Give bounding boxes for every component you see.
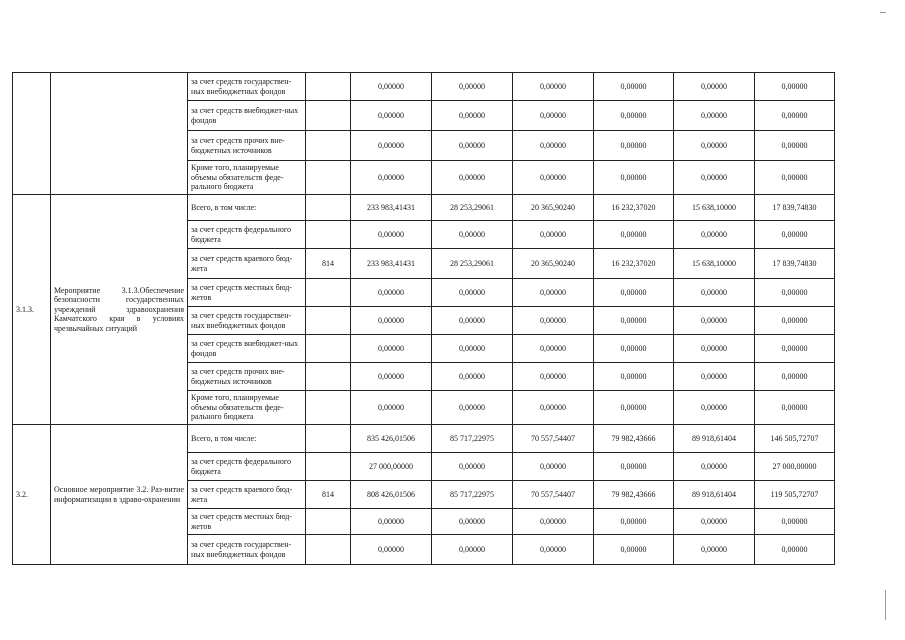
item-number-cell [13,73,51,195]
amount-cell: 0,00000 [351,391,432,425]
amount-cell: 0,00000 [755,535,835,565]
amount-cell: 0,00000 [513,509,594,535]
amount-cell: 0,00000 [513,131,594,161]
amount-cell: 0,00000 [674,363,755,391]
amount-cell: 0,00000 [351,161,432,195]
table-row [13,425,835,453]
amount-cell: 233 983,41431 [351,249,432,279]
amount-cell: 0,00000 [755,391,835,425]
funding-source-cell: Всего, в том числе: [188,425,306,453]
activity-name-cell: Мероприятие 3.1.3.Обеспечение безопасности государственных учреждений здравоохранения Камчатского края в условиях чрезвычайных ситуаций [51,195,188,425]
budget-code-cell [306,279,351,307]
budget-table [12,72,835,565]
amount-cell: 16 232,37020 [594,195,674,221]
amount-cell: 0,00000 [432,535,513,565]
amount-cell: 0,00000 [674,307,755,335]
amount-cell: 0,00000 [755,73,835,101]
funding-source-cell: Всего, в том числе: [188,195,306,221]
amount-cell: 0,00000 [674,131,755,161]
table-row [13,73,835,101]
amount-cell: 0,00000 [351,73,432,101]
funding-source-cell: за счет средств местных бюд-жетов [188,279,306,307]
amount-cell: 0,00000 [432,221,513,249]
funding-source-cell: за счет средств прочих вне-бюджетных источников [188,131,306,161]
amount-cell: 27 000,00000 [351,453,432,481]
amount-cell: 0,00000 [432,307,513,335]
amount-cell: 79 982,43666 [594,481,674,509]
amount-cell: 70 557,54407 [513,425,594,453]
amount-cell: 0,00000 [351,307,432,335]
amount-cell: 0,00000 [755,101,835,131]
amount-cell: 0,00000 [432,101,513,131]
amount-cell: 0,00000 [432,453,513,481]
funding-source-cell: Кроме того, планируемые объемы обязательств феде-рального бюджета [188,391,306,425]
amount-cell: 0,00000 [674,535,755,565]
amount-cell: 28 253,29061 [432,195,513,221]
amount-cell: 0,00000 [594,131,674,161]
funding-source-cell: за счет средств краевого бюд-жета [188,481,306,509]
amount-cell: 0,00000 [674,453,755,481]
amount-cell: 0,00000 [755,279,835,307]
amount-cell: 0,00000 [594,363,674,391]
scan-corner-mark [880,12,886,13]
item-number-cell: 3.2. [13,425,51,565]
budget-code-cell [306,161,351,195]
activity-name-cell [51,73,188,195]
amount-cell: 0,00000 [755,307,835,335]
budget-code-cell [306,535,351,565]
funding-source-cell: за счет средств федерального бюджета [188,453,306,481]
amount-cell: 119 505,72707 [755,481,835,509]
budget-code-cell: 814 [306,249,351,279]
funding-source-cell: за счет средств государствен-ных внебюджетных фондов [188,535,306,565]
amount-cell: 0,00000 [674,509,755,535]
amount-cell: 0,00000 [351,279,432,307]
amount-cell: 0,00000 [432,509,513,535]
budget-code-cell [306,195,351,221]
budget-code-cell [306,131,351,161]
amount-cell: 17 839,74830 [755,195,835,221]
scan-margin-mark [885,590,886,620]
amount-cell: 0,00000 [594,221,674,249]
amount-cell: 20 365,90240 [513,195,594,221]
funding-source-cell: за счет средств внебюджет-ных фондов [188,335,306,363]
amount-cell: 89 918,61404 [674,425,755,453]
amount-cell: 0,00000 [594,279,674,307]
budget-code-cell [306,363,351,391]
amount-cell: 0,00000 [594,307,674,335]
amount-cell: 85 717,22975 [432,425,513,453]
amount-cell: 0,00000 [674,391,755,425]
amount-cell: 0,00000 [432,335,513,363]
funding-source-cell: за счет средств внебюджет-ных фондов [188,101,306,131]
amount-cell: 0,00000 [513,307,594,335]
amount-cell: 0,00000 [674,161,755,195]
funding-source-cell: за счет средств государствен-ных внебюджетных фондов [188,73,306,101]
amount-cell: 0,00000 [513,363,594,391]
budget-code-cell: 814 [306,481,351,509]
amount-cell: 0,00000 [594,335,674,363]
amount-cell: 28 253,29061 [432,249,513,279]
amount-cell: 89 918,61404 [674,481,755,509]
item-number-cell: 3.1.3. [13,195,51,425]
amount-cell: 0,00000 [351,535,432,565]
budget-code-cell [306,73,351,101]
funding-source-cell: за счет средств государствен-ных внебюджетных фондов [188,307,306,335]
amount-cell: 85 717,22975 [432,481,513,509]
budget-code-cell [306,335,351,363]
amount-cell: 0,00000 [351,509,432,535]
funding-source-cell: за счет средств федерального бюджета [188,221,306,249]
amount-cell: 0,00000 [513,161,594,195]
amount-cell: 0,00000 [432,73,513,101]
amount-cell: 16 232,37020 [594,249,674,279]
budget-code-cell [306,307,351,335]
amount-cell: 0,00000 [594,101,674,131]
amount-cell: 0,00000 [351,131,432,161]
amount-cell: 0,00000 [432,391,513,425]
amount-cell: 0,00000 [513,279,594,307]
budget-code-cell [306,101,351,131]
amount-cell: 0,00000 [594,453,674,481]
amount-cell: 79 982,43666 [594,425,674,453]
amount-cell: 0,00000 [674,221,755,249]
budget-code-cell [306,391,351,425]
funding-source-cell: за счет средств местных бюд-жетов [188,509,306,535]
amount-cell: 0,00000 [432,363,513,391]
amount-cell: 0,00000 [432,131,513,161]
amount-cell: 0,00000 [674,101,755,131]
budget-code-cell [306,221,351,249]
amount-cell: 0,00000 [674,335,755,363]
amount-cell: 0,00000 [513,221,594,249]
activity-name-cell: Основное мероприятие 3.2. Раз-витие информатизации в здраво-охранении [51,425,188,565]
budget-code-cell [306,425,351,453]
budget-code-cell [306,453,351,481]
amount-cell: 27 000,00000 [755,453,835,481]
budget-code-cell [306,509,351,535]
amount-cell: 20 365,90240 [513,249,594,279]
amount-cell: 0,00000 [674,279,755,307]
amount-cell: 0,00000 [755,509,835,535]
amount-cell: 0,00000 [351,363,432,391]
amount-cell: 0,00000 [513,391,594,425]
amount-cell: 0,00000 [755,335,835,363]
amount-cell: 0,00000 [432,279,513,307]
amount-cell: 0,00000 [513,73,594,101]
amount-cell: 0,00000 [594,509,674,535]
amount-cell: 0,00000 [594,73,674,101]
amount-cell: 808 426,01506 [351,481,432,509]
amount-cell: 0,00000 [351,221,432,249]
amount-cell: 0,00000 [594,391,674,425]
amount-cell: 0,00000 [594,535,674,565]
amount-cell: 0,00000 [755,131,835,161]
amount-cell: 0,00000 [755,161,835,195]
amount-cell: 233 983,41431 [351,195,432,221]
amount-cell: 0,00000 [755,221,835,249]
amount-cell: 15 638,10000 [674,249,755,279]
amount-cell: 0,00000 [513,101,594,131]
amount-cell: 146 505,72707 [755,425,835,453]
amount-cell: 0,00000 [513,335,594,363]
amount-cell: 0,00000 [674,73,755,101]
amount-cell: 0,00000 [432,161,513,195]
amount-cell: 0,00000 [594,161,674,195]
amount-cell: 17 839,74830 [755,249,835,279]
budget-table-body [13,73,835,565]
amount-cell: 0,00000 [513,535,594,565]
amount-cell: 0,00000 [513,453,594,481]
table-row [13,195,835,221]
amount-cell: 70 557,54407 [513,481,594,509]
amount-cell: 835 426,01506 [351,425,432,453]
amount-cell: 0,00000 [351,335,432,363]
amount-cell: 15 638,10000 [674,195,755,221]
funding-source-cell: Кроме того, планируемые объемы обязательств феде-рального бюджета [188,161,306,195]
amount-cell: 0,00000 [351,101,432,131]
amount-cell: 0,00000 [755,363,835,391]
funding-source-cell: за счет средств краевого бюд-жета [188,249,306,279]
funding-source-cell: за счет средств прочих вне-бюджетных источников [188,363,306,391]
